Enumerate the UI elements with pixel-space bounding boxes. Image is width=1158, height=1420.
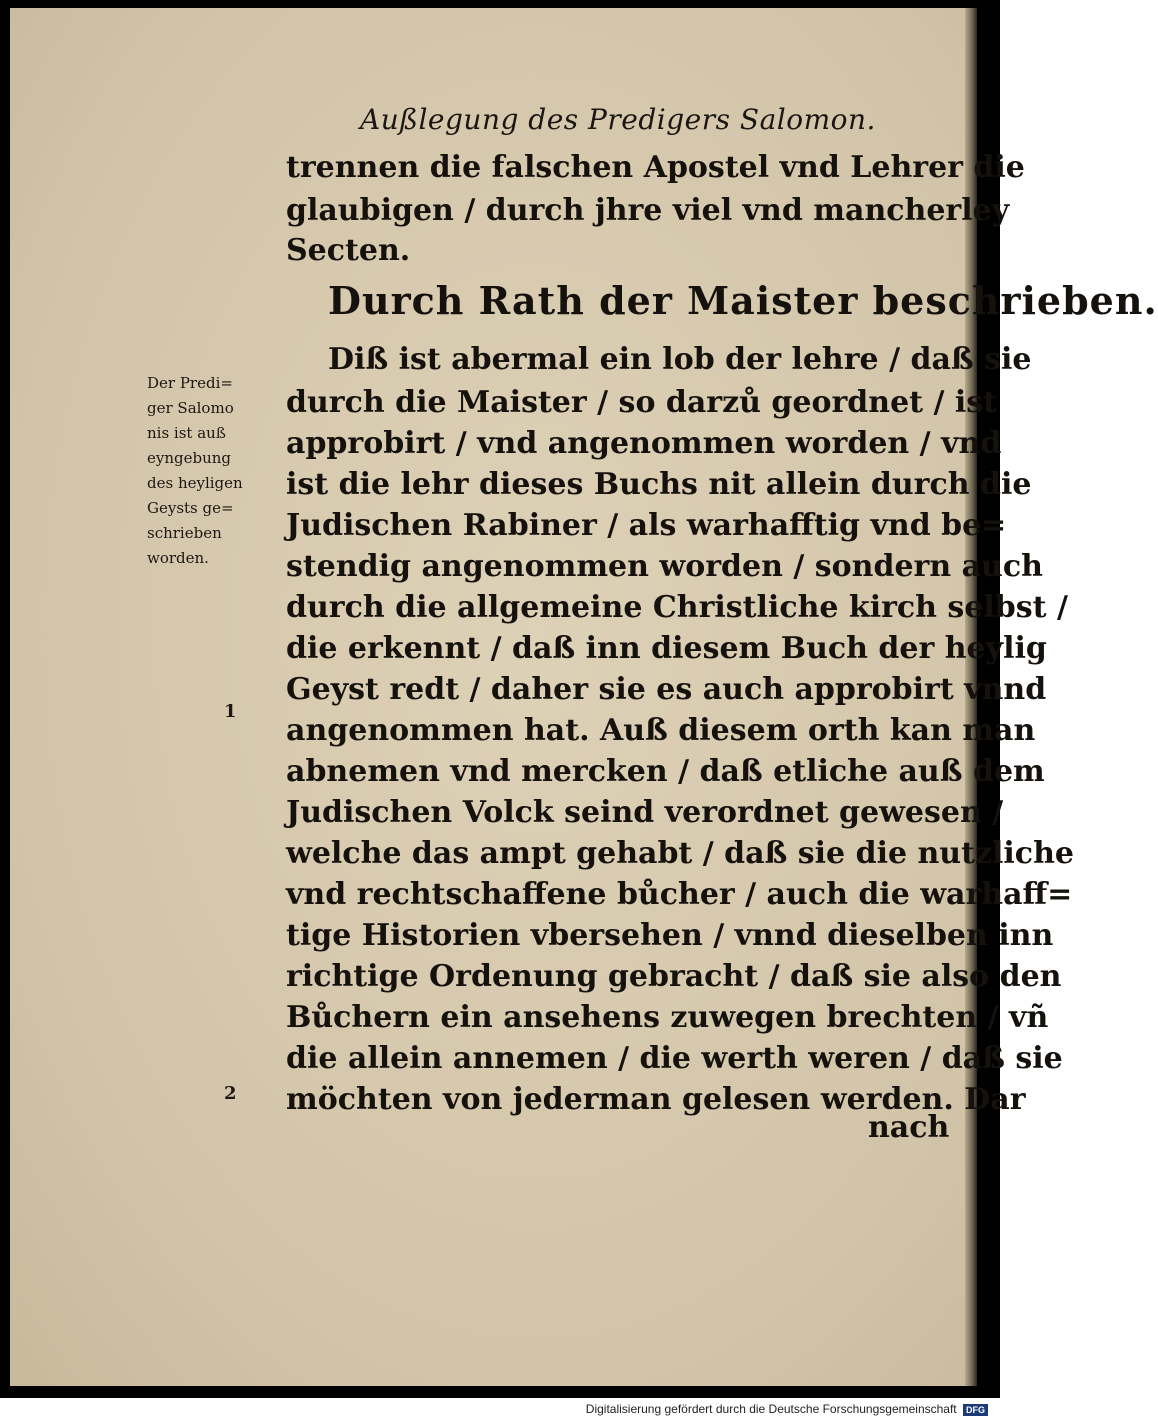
text-line: Diß ist abermal ein lob der lehre / daß sie: [328, 342, 1032, 377]
catchword: nach: [868, 1110, 950, 1145]
marginal-note-line: ger Salomo: [147, 399, 234, 417]
text-line: Judischen Rabiner / als warhafftig vnd be=: [286, 508, 1007, 543]
marginal-note-line: schrieben: [147, 524, 222, 542]
book-page: [10, 8, 1158, 1386]
dfg-logo: DFG: [963, 1404, 988, 1416]
text-line: abnemen vnd mercken / daß etliche auß dem: [286, 754, 1045, 789]
text-line: die allein annemen / die werth weren / daß sie: [286, 1041, 1063, 1076]
text-line: Secten.: [286, 233, 411, 268]
margin-number: 1: [224, 701, 237, 722]
marginal-note-line: Geysts ge=: [147, 499, 234, 517]
footer-credit: [586, 1402, 988, 1416]
text-line: die erkennt / daß inn diesem Buch der heylig: [286, 631, 1047, 666]
text-line: trennen die falschen Apostel vnd Lehrer die: [286, 150, 1025, 185]
text-line: Bůchern ein ansehens zuwegen brechten / vñ: [286, 1000, 1049, 1035]
text-line: glaubigen / durch jhre viel vnd mancherley: [286, 193, 1010, 228]
marginal-note-line: des heyligen: [147, 474, 243, 492]
running-title: Außlegung des Predigers Salomon.: [360, 103, 876, 136]
text-line: Judischen Volck seind verordnet gewesen /: [286, 795, 1004, 830]
marginal-note-line: eyngebung: [147, 449, 232, 467]
text-line: möchten von jederman gelesen werden. Dar: [286, 1082, 1026, 1117]
text-line: angenommen hat. Auß diesem orth kan man: [286, 713, 1036, 748]
text-line: durch die allgemeine Christliche kirch selbst /: [286, 590, 1068, 625]
text-line: approbirt / vnd angenommen worden / vnd: [286, 426, 1002, 461]
marginal-note-line: nis ist auß: [147, 424, 226, 442]
text-line: richtige Ordenung gebracht / daß sie also den: [286, 959, 1062, 994]
text-line: welche das ampt gehabt / daß sie die nutzliche: [286, 836, 1074, 871]
text-line: durch die Maister / so darzů geordnet / ist: [286, 385, 998, 420]
section-heading: Durch Rath der Maister beschrieben.: [328, 278, 1158, 323]
text-line: vnd rechtschaffene bůcher / auch die warhaff=: [286, 877, 1073, 912]
text-line: stendig angenommen worden / sondern auch: [286, 549, 1043, 584]
text-line: ist die lehr dieses Buchs nit allein durch die: [286, 467, 1032, 502]
margin-number: 2: [224, 1083, 237, 1104]
marginal-note-line: worden.: [147, 549, 209, 567]
marginal-note-line: Der Predi=: [147, 374, 233, 392]
text-line: tige Historien vbersehen / vnnd dieselben inn: [286, 918, 1054, 953]
text-line: Geyst redt / daher sie es auch approbirt vnnd: [286, 672, 1047, 707]
footer-text: Digitalisierung gefördert durch die Deutsche Forschungsgemeinschaft: [585, 1402, 957, 1416]
